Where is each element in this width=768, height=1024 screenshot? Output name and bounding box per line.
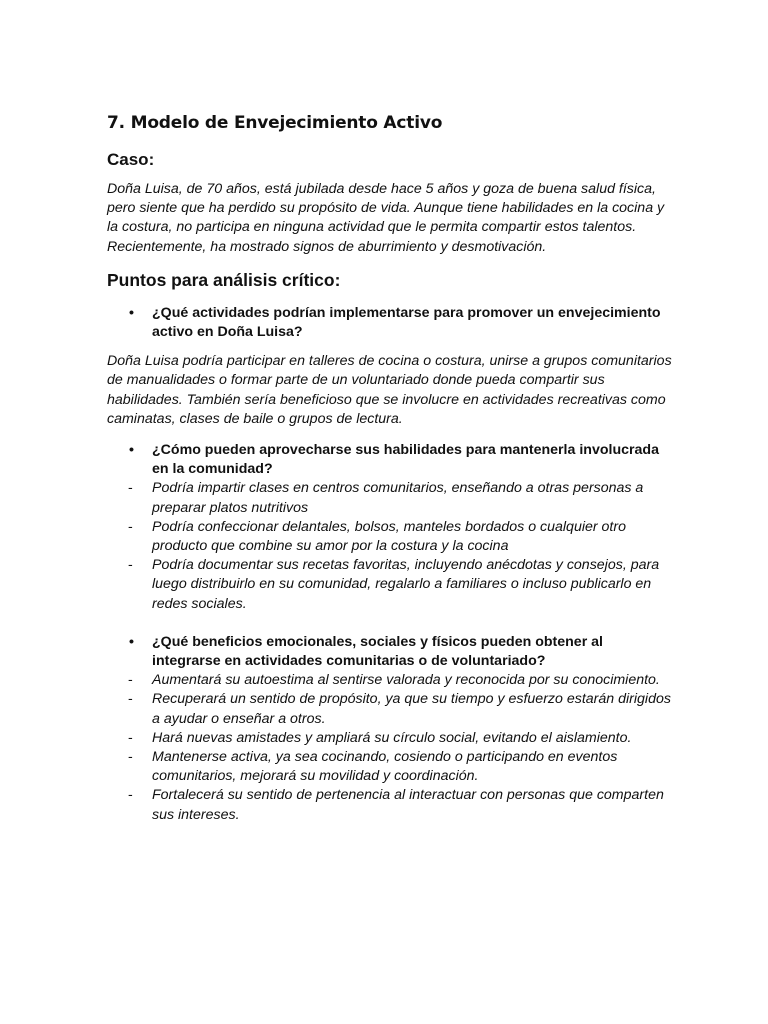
dash-marker: - xyxy=(128,480,133,497)
dash-marker: - xyxy=(128,557,133,574)
answer-3-list xyxy=(107,671,672,825)
list-item-text: Recuperará un sentido de propósito, ya que su tiempo y esfuerzo estarán dirigidos a ayudar o enseñar a otros. xyxy=(152,691,671,727)
list-item-text: Mantenerse activa, ya sea cocinando, cosiendo o participando en eventos comunitarios, mejorará su movilidad y coordinación. xyxy=(152,749,618,785)
list-item-text: Podría impartir clases en centros comunitarios, enseñando a otras personas a preparar platos nutritivos xyxy=(152,480,644,516)
dash-marker: - xyxy=(128,518,133,535)
answer-1: Doña Luisa podría participar en talleres de cocina o costura, unirse a grupos comunitarios de manualidades o formar parte de un voluntariado donde pueda compartir sus habilidades. También sería beneficioso que se involucre en actividades recreativas como caminatas, clases de baile o grupos de lectura. xyxy=(107,353,672,427)
question-3 xyxy=(107,633,672,671)
list-item xyxy=(107,748,672,786)
answer-2-list xyxy=(107,479,672,613)
dash-marker: - xyxy=(128,787,133,804)
section-title: 7. Modelo de Envejecimiento Activo xyxy=(107,113,443,133)
list-item-text: Aumentará su autoestima al sentirse valorada y reconocida por su conocimiento. xyxy=(152,672,660,689)
question-1 xyxy=(107,304,672,342)
question-3-text: ¿Qué beneficios emocionales, sociales y físicos pueden obtener al integrarse en actividades comunitarias o de voluntariado? xyxy=(152,633,603,670)
list-item xyxy=(107,556,672,614)
list-item-text: Hará nuevas amistades y ampliará su círculo social, evitando el aislamiento. xyxy=(152,729,632,746)
list-item-text: Fortalecerá su sentido de pertenencia al interactuar con personas que comparten sus intereses. xyxy=(152,787,664,823)
bullet-icon: • xyxy=(129,442,134,459)
dash-marker: - xyxy=(128,672,133,689)
dash-marker: - xyxy=(128,691,133,708)
dash-marker: - xyxy=(128,729,133,746)
list-item-text: Podría confeccionar delantales, bolsos, manteles bordados o cualquier otro producto que combine su amor por la costura y la cocina xyxy=(152,518,626,555)
question-2-text: ¿Cómo pueden aprovecharse sus habilidades para mantenerla involucrada en la comunidad? xyxy=(152,442,659,478)
list-item xyxy=(107,786,672,824)
analysis-heading: Puntos para análisis crítico: xyxy=(107,269,341,290)
bullet-icon: • xyxy=(129,304,134,321)
list-item xyxy=(107,671,672,690)
bullet-icon: • xyxy=(129,633,134,650)
list-item xyxy=(107,729,672,748)
question-2 xyxy=(107,441,672,479)
document-page xyxy=(107,110,672,825)
dash-marker: - xyxy=(128,749,133,766)
list-item xyxy=(107,690,672,728)
question-1-text: ¿Qué actividades podrían implementarse para promover un envejecimiento activo en Doña Luisa? xyxy=(152,304,661,341)
case-heading: Caso: xyxy=(107,150,155,169)
list-item xyxy=(107,479,672,517)
list-item-text: Podría documentar sus recetas favoritas, incluyendo anécdotas y consejos, para luego distribuirlo en su comunidad, regalarlo a familiares o incluso publicarlo en redes sociales. xyxy=(152,557,660,612)
list-item xyxy=(107,518,672,556)
case-description: Doña Luisa, de 70 años, está jubilada desde hace 5 años y goza de buena salud física, pero siente que ha perdido su propósito de vida. Aunque tiene habilidades en la cocina y la costura, no participa en ninguna actividad que le permita compartir estos talentos. Recientemente, ha mostrado signos de aburrimiento y desmotivación. xyxy=(107,181,665,255)
